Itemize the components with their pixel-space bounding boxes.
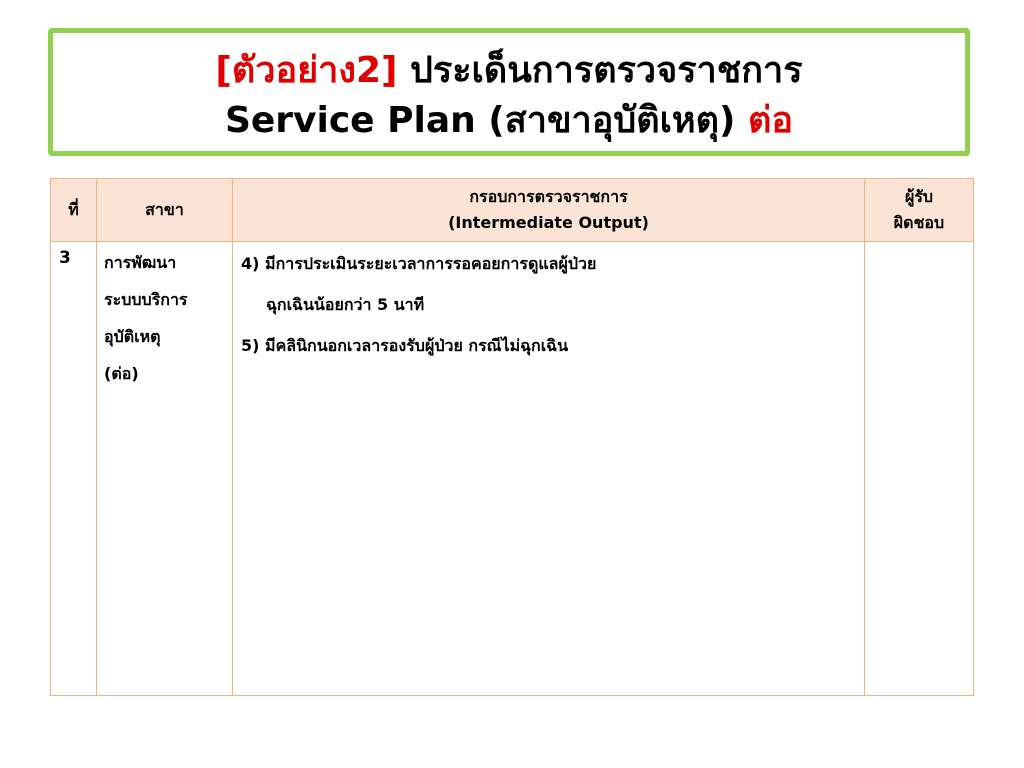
branch-line: การพัฒนา [104,253,177,272]
header-frame-line-1: กรอบการตรวจราชการ [469,187,628,206]
item-4-line-1: 4) มีการประเมินระยะเวลาการรอคอยการดูแลผู้ป่วย [241,254,597,273]
title-line-2 [53,99,965,143]
branch-line: ระบบบริการ [104,290,188,309]
item-5: 5) มีคลินิกนอกเวลารองรับผู้ป่วย กรณีไม่ฉุกเฉิน [241,336,569,355]
header-owner [865,179,974,242]
header-frame-line-2: (Intermediate Output) [448,213,649,232]
title-topic: ประเด็นการตรวจราชการ [410,50,803,91]
header-branch: สาขา [97,179,233,242]
branch-line: (ต่อ) [104,364,139,383]
branch-line: อุบัติเหตุ [104,327,161,346]
title-continued-tag: ต่อ [748,100,794,141]
inspection-table [50,178,974,696]
title-service-plan: Service Plan (สาขาอุบัติเหตุ) [224,100,736,141]
header-frame [233,179,865,242]
row-owner [865,242,974,696]
header-owner-line-2: ผิดชอบ [893,213,945,232]
item-4-line-2: ฉุกเฉินน้อยกว่า 5 นาที [266,295,425,314]
table-row [51,242,974,696]
table-header-row [51,179,974,242]
title-example-tag: [ตัวอย่าง2] [215,50,398,91]
title-line-1 [53,49,965,93]
row-frame [233,242,865,696]
header-no: ที่ [51,179,97,242]
header-owner-line-1: ผู้รับ [904,187,934,206]
row-branch [97,242,233,696]
title-box [48,28,970,156]
row-number: 3 [51,242,97,696]
